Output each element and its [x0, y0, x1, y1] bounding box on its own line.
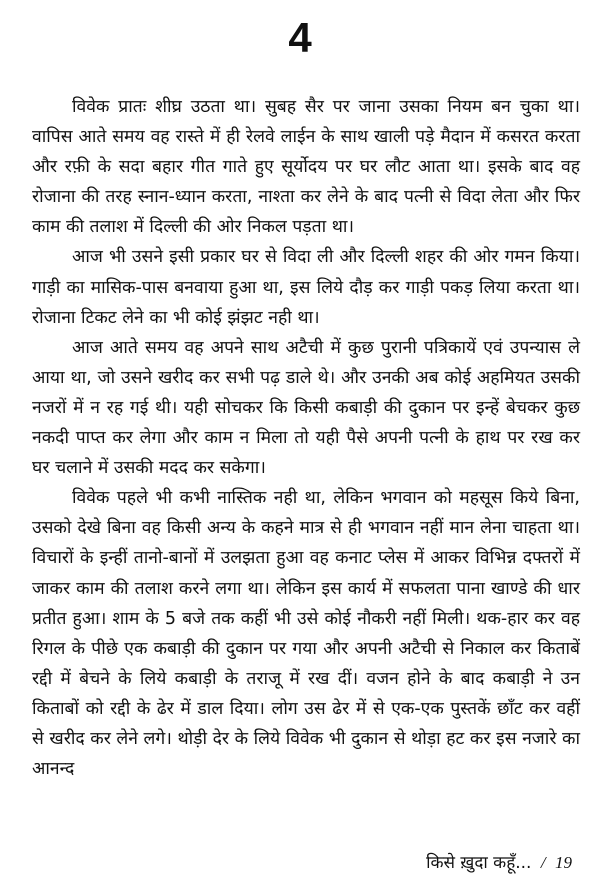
chapter-body: [32, 92, 580, 784]
paragraph-4: विवेक पहले भी कभी नास्तिक नही था, लेकिन भगवान को महसूस किये बिना, उसको देखे बिना वह किसी अन्य के कहने मात्र से ही भगवान नहीं मान लेना चाहता था। विचारों के इन्हीं तानो-बानों में उलझता हुआ वह कनाट प्लेस में आकर विभिन्न दफ्तरों में जाकर काम की तलाश करने लगा था। लेकिन इस कार्य में सफलता पाना खाण्डे की धार प्रतीत हुआ। शाम के 5 बजे तक कहीं भी उसे कोई नौकरी नहीं मिली। थक-हार कर वह रिगल के पीछे एक कबाड़ी की दुकान पर गया और अपनी अटैची से निकाल कर किताबें रद्दी में बेचने के लिये कबाड़ी के तराजू में रख दीं। वजन होने के बाद कबाड़ी ने उन किताबों को रद्दी के ढेर में डाल दिया। लोग उस ढेर में से एक-एक पुस्तकें छाँट कर वहीं से खरीद कर लेने लगे। थोड़ी देर के लिये विवेक भी दुकान से थोड़ा हट कर इस नजारे का आनन्द: [32, 488, 581, 780]
footer-book-title: किसे ख़ुदा कहूँ...: [426, 853, 532, 873]
paragraph-2: आज भी उसने इसी प्रकार घर से विदा ली और दिल्ली शहर की ओर गमन किया। गाड़ी का मासिक-पास बनवाया हुआ था, इस लिये दौड़ कर गाड़ी पकड़ लिया करता था। रोजाना टिकट लेने का भी कोई झंझट नही था।: [32, 247, 580, 328]
chapter-number: 4: [288, 14, 312, 61]
paragraph-3: आज आते समय वह अपने साथ अटैची में कुछ पुरानी पत्रिकायें एवं उपन्यास ले आया था, जो उसने खरीद कर सभी पढ़ डाले थे। और उनकी अब कोई अहमियत उसकी नजरों में न रह गई थी। यही सोचकर कि किसी कबाड़ी की दुकान पर इन्हें बेचकर कुछ नकदी पाप्त कर लेगा और काम न मिला तो यही पैसे अपनी पत्नी के हाथ पर रख कर घर चलाने में उसकी मदद कर सकेगा।: [32, 337, 580, 479]
page-footer: [426, 852, 572, 874]
paragraph-1: विवेक प्रातः शीघ्र उठता था। सुबह सैर पर जाना उसका नियम बन चुका था। वापिस आते समय वह रास्ते में ही रेलवे लाईन के साथ खाली पड़े मैदान में कसरत करता और रफ़ी के सदा बहार गीत गाते हुए सूर्योदय पर घर लौट आता था। इसके बाद वह रोजाना की तरह स्नान-ध्यान करता, नाश्ता कर लेने के बाद पत्नी से विदा लेता और फिर काम की तलाश में दिल्ली की ओर निकल पड़ता था।: [32, 97, 580, 238]
footer-separator: /: [540, 853, 546, 872]
footer-page-number: 19: [555, 853, 572, 872]
